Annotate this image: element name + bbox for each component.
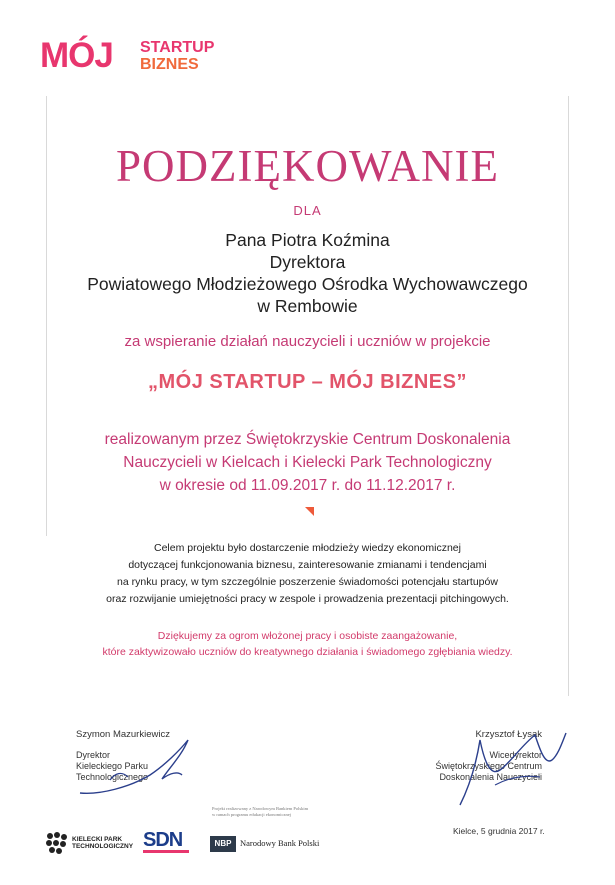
kpt-text [72,836,133,850]
nbp-name: Narodowy Bank Polski [240,838,320,848]
triangle-marker-icon [305,507,314,516]
signatory-left-role: Technologicznego [76,772,149,782]
logo-text [140,39,214,73]
signatory-right-role: Wicedyrektor [489,750,542,760]
organizer-block [0,428,615,497]
certificate-title: PODZIĘKOWANIE [116,141,499,191]
for-label: DLA [293,203,322,218]
thanks-line: Dziękujemy za ogrom włożonej pracy i osobiste zaangażowanie, [157,630,458,642]
signatory-left-role: Dyrektor [76,750,111,760]
nbp-abbr: NBP [210,836,236,852]
kpt-mark-icon [44,830,70,856]
nbp-fine-print: Projekt realizowany z Narodowym Bankiem Polskim w ramach programu edukacji ekonomicznej [212,806,309,817]
recipient-name: Pana Piotra Koźmina [225,230,390,250]
kielecki-park-logo [44,830,134,860]
signature-right-icon [440,715,570,810]
recipient-block [0,229,615,317]
recipient-location: w Rembowie [257,296,358,316]
description-line: Celem projektu było dostarczenie młodzieży wiedzy ekonomicznej [154,542,461,554]
description-line: oraz rozwijanie umiejętności pracy w zespole i prowadzenia prezentacji pitchingowych. [106,593,509,605]
signature-left-icon [70,735,200,800]
logo-line-biznes: BIZNES [140,56,199,73]
sdn-text: SDN [143,829,183,851]
signatory-right-name: Krzysztof Łysak [475,729,542,740]
description-line: dotyczącej funkcjonowania biznesu, zainteresowanie zmianami i tendencjami [128,559,487,571]
thanks-line: które zaktywizowało uczniów do kreatywnego działania i świadomego zgłębiania wiedzy. [102,646,513,658]
logo-line-startup: STARTUP [140,39,215,56]
kpt-line: KIELECKI PARK [72,836,123,843]
recipient-institution: Powiatowego Młodzieżowego Ośrodka Wychowawczego [87,274,528,294]
logo-word: MÓJ [40,36,113,75]
reason-text: za wspieranie działań nauczycieli i uczniów w projekcie [124,333,491,350]
sdn-logo [143,828,193,854]
signatory-left-role: Kieleckiego Parku [76,761,149,771]
signatory-right-role: Świętokrzyskiego Centrum [435,761,542,771]
kpt-line: TECHNOLOGICZNY [72,843,134,850]
recipient-role: Dyrektora [269,252,346,272]
project-name: „MÓJ STARTUP – MÓJ BIZNES” [148,371,467,393]
organizer-line: realizowanym przez Świętokrzyskie Centrum Doskonalenia [104,431,511,448]
signatory-left-name: Szymon Mazurkiewicz [76,729,170,740]
place-date: Kielce, 5 grudnia 2017 r. [453,826,545,836]
period-line: w okresie od 11.09.2017 r. do 11.12.2017 r. [159,477,456,494]
description-block [0,540,615,608]
moj-startup-biznes-logo [40,36,240,76]
signatory-right-role: Doskonalenia Nauczycieli [439,772,542,782]
thanks-block [0,628,615,660]
description-line: na rynku pracy, w tym szczególnie poszerzenie świadomości potencjału startupów [117,576,498,588]
organizer-line: Nauczycieli w Kielcach i Kielecki Park Technologiczny [123,454,492,471]
